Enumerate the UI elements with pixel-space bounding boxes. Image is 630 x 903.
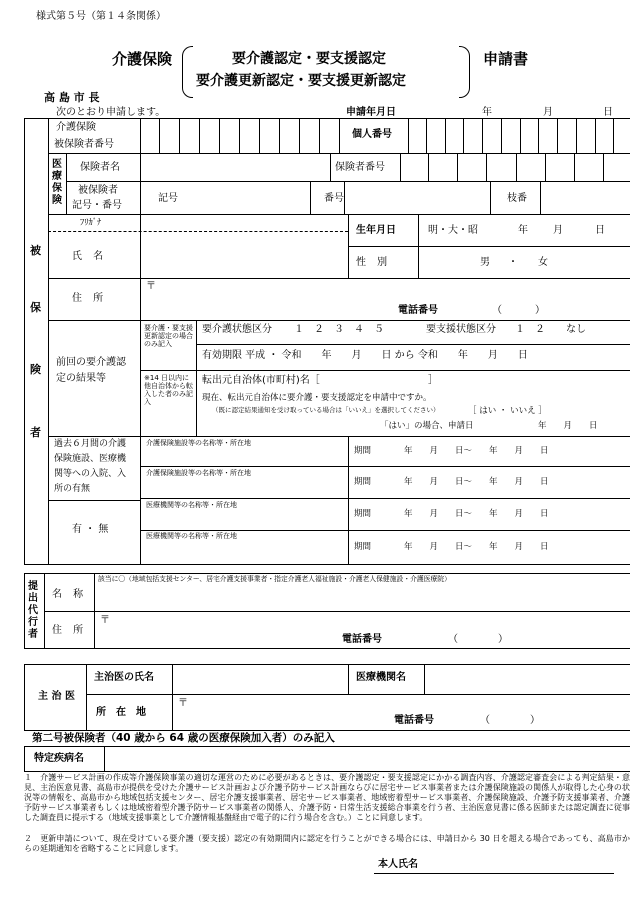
medical-facility-label-1: 医療機関等の名称等・所在地 [146, 501, 237, 509]
row-line [66, 181, 630, 182]
edaban-label: 枝番 [507, 193, 527, 204]
agent-label-char: 者 [28, 629, 38, 640]
cell-line [140, 320, 141, 436]
card-label-1: 被保険者 [78, 185, 118, 196]
period-text: 年 月 日～ 年 月 日 [404, 446, 549, 456]
birth-month: 月 [553, 225, 563, 236]
title-right: 申請書 [483, 50, 529, 68]
row-line [140, 530, 630, 531]
insured-label-char-1: 被 [30, 244, 41, 257]
insurer-name-label: 保険者名 [80, 162, 120, 173]
consent-paragraph-2: ２ 更新申請について、現在受けている要介護（要支援）認定の有効期間内に認定を行うことができる場合には、申請日から 30 日を超える場合であっても、高島市からの延期通知を省略することに同意します。 [24, 834, 630, 853]
doctor-location-label: 所 在 地 [96, 707, 146, 718]
agent-phone-paren: （ ） [448, 634, 508, 645]
insurer-number-boxes[interactable] [400, 153, 630, 181]
second-insured-heading: 第二号被保険者（40 歳から 64 歳の医療保険加入者）のみ記入 [32, 732, 335, 744]
row-line [196, 344, 630, 345]
insured-no-label-1: 介護保険 [56, 122, 96, 133]
title-line-2: 要介護更新認定・要支援更新認定 [196, 73, 406, 89]
medical-label-char: 保 [52, 183, 62, 194]
support-level-label: 要支援状態区分 [426, 324, 496, 335]
period-text: 年 月 日～ 年 月 日 [404, 509, 549, 519]
facility-yes-no[interactable]: 有 ・ 無 [72, 524, 109, 535]
period-text: 年 月 日～ 年 月 日 [404, 542, 549, 552]
medical-label-char: 医 [52, 159, 62, 170]
institution-field[interactable] [425, 665, 630, 693]
era-options[interactable]: 明・大・昭 [428, 225, 478, 236]
addressee: 高 島 市 長 [44, 91, 100, 104]
pending-date: 年 月 日 [538, 421, 598, 431]
cell-line [86, 664, 87, 731]
row-line [348, 246, 630, 247]
pending-question: 現在、転出元自治体に要介護・要支援認定を申請中ですか。 [202, 393, 432, 403]
transfer-note: ※14 日以内に他自治体から転入した者のみ記入 [144, 374, 193, 406]
agent-label-char: 代 [28, 605, 38, 616]
application-date-label: 申請年月日 [346, 107, 396, 118]
facility-label-2: 保険施設、医療機 [54, 454, 127, 464]
form-number: 様式第５号（第１４条関係） [36, 11, 166, 22]
bracket-close: ］ [428, 375, 438, 386]
sex-dot: ・ [508, 257, 518, 268]
consent-paragraph-1: １ 介護サービス計画の作成等介護保険事業の適切な運営のために必要があるときは、要介護認定・要支援認定にかかる調査内容、介護認定審査会による判定結果・意見、主治医意見書、高島市が提供を受けた介護サービス計画および介護予防サービス計画ならびに居宅サービス事業者または介護保険施設の関係人が取得した心身の状況等の情報を、高島市から地域包括支援センター、居宅介護支援事業者、居宅サービス事業者、地域密着型サービス事業者、介護保険施設、介護予防支援事業者、介護予防サービス事業者もしくは地域密着型介護予防サービス事業者の関係人、介護予防・日常生活支援総合事業を行う者、主治医意見書に係る医師または認定調査に従事した調査員に提示する（地域支援事業として介護情報基盤経由で電子的に行う場合を含む。）ことに同意します。 [24, 773, 630, 822]
cell-line [196, 320, 197, 436]
pending-if-yes: 「はい」の場合、申請日 [380, 421, 474, 431]
personal-number-boxes[interactable] [408, 118, 630, 153]
agent-label-char: 提 [28, 581, 38, 592]
row-line [48, 320, 630, 321]
signature-field[interactable] [430, 856, 614, 872]
birth-day: 日 [595, 225, 605, 236]
signature-line [374, 873, 614, 874]
medical-facility-label-2: 医療機関等の名称等・所在地 [146, 532, 237, 540]
previous-label-1: 前回の要介護認 [56, 357, 126, 368]
row-line [44, 611, 630, 612]
title-bracket-left [182, 46, 193, 98]
pending-yes-no[interactable]: ［ はい ・ いいえ ］ [468, 406, 547, 416]
sex-male[interactable]: 男 [480, 257, 490, 268]
row-line [48, 500, 140, 501]
row-line [140, 370, 630, 371]
disease-label: 特定疾病名 [34, 753, 84, 764]
address-label: 住 所 [72, 293, 108, 304]
insured-no-label-2: 被保険者番号 [54, 139, 114, 150]
cell-line [540, 181, 541, 214]
personal-no-label: 個人番号 [352, 129, 392, 140]
intro-text: 次のとおり申請します。 [56, 107, 166, 118]
insurer-no-label: 保険者番号 [335, 162, 385, 173]
agent-phone-label: 電話番号 [342, 634, 382, 645]
cell-line [490, 181, 491, 214]
period-text: 年 月 日～ 年 月 日 [404, 477, 549, 487]
cell-line [348, 664, 349, 694]
title-line-1: 要介護認定・要支援認定 [232, 51, 386, 67]
insured-label-char-4: 者 [30, 426, 41, 439]
bango-label: 番号 [324, 193, 344, 204]
address-field[interactable] [160, 280, 630, 318]
postal-mark: 〒 [146, 281, 156, 292]
row-line [48, 278, 630, 279]
doctor-name-field[interactable] [173, 665, 347, 693]
date-day: 日 [603, 107, 613, 118]
row-line [140, 498, 630, 499]
cell-line [66, 153, 67, 214]
date-year: 年 [482, 107, 492, 118]
section-col-line [48, 118, 49, 565]
furigana-field[interactable] [141, 215, 347, 231]
agent-label-char: 行 [28, 617, 38, 628]
level-none-option[interactable]: なし [566, 324, 586, 335]
birth-label: 生年月日 [356, 225, 396, 236]
period-label: 期間 [354, 542, 372, 552]
institution-label: 医療機関名 [356, 672, 406, 683]
birth-year: 年 [518, 225, 528, 236]
care-level-label: 要介護状態区分 [202, 324, 272, 335]
date-month: 月 [543, 107, 553, 118]
title-bracket-right [459, 46, 470, 98]
facility-label-1: 過去６月間の介護 [54, 439, 127, 449]
period-label: 期間 [354, 477, 372, 487]
facility-label-3: 関等への入院、入 [54, 469, 127, 479]
medical-label-char: 険 [52, 195, 62, 206]
transfer-origin-label: 転出元自治体(市町村)名［ [202, 375, 320, 386]
agent-name-label: 名 称 [52, 589, 88, 600]
doctor-postal-mark: 〒 [178, 698, 188, 709]
care-facility-label-2: 介護保険施設等の名称等・所在地 [146, 469, 251, 477]
cell-line [140, 436, 141, 565]
agent-label-char: 出 [28, 593, 38, 604]
name-field[interactable] [141, 232, 347, 277]
doctor-section-label: 主 治 医 [38, 691, 75, 702]
signature-label: 本人氏名 [378, 859, 418, 870]
support-level-options[interactable]: １ ２ [515, 324, 545, 335]
phone-paren-open: （ [492, 305, 502, 316]
sex-female[interactable]: 女 [538, 257, 548, 268]
row-line [140, 466, 630, 467]
transfer-origin-field[interactable] [332, 374, 424, 388]
furigana-label: ﾌﾘｶﾞﾅ [80, 218, 102, 228]
disease-field[interactable] [105, 747, 630, 771]
agent-name-field[interactable] [96, 586, 630, 610]
cell-line [140, 278, 141, 320]
care-level-options[interactable]: １ ２ ３ ４ ５ [294, 324, 384, 335]
doctor-phone-label: 電話番号 [394, 715, 434, 726]
doctor-phone-paren: （ ） [480, 715, 540, 726]
cell-line [348, 436, 349, 565]
period-label: 期間 [354, 509, 372, 519]
medical-label-char: 療 [52, 171, 62, 182]
name-label: 氏 名 [72, 251, 108, 262]
doctor-name-label: 主治医の氏名 [94, 672, 154, 683]
row-line [86, 694, 630, 695]
title-left: 介護保険 [112, 50, 173, 68]
agent-address-label: 住 所 [52, 625, 88, 636]
cell-line [344, 181, 345, 214]
agent-note: 該当に〇（地域包括支援センター、居宅介護支援事業者・指定介護老人福祉施設・介護老人保健施設・介護医療院） [98, 575, 451, 583]
insurer-name-field[interactable] [141, 154, 330, 180]
card-label-2: 記号・番号 [72, 200, 122, 211]
validity-period: 有効期限 平成 ・ 令和 年 月 日 から 令和 年 月 日 [202, 350, 528, 361]
sex-label: 性 別 [356, 257, 392, 268]
phone-label: 電話番号 [398, 305, 438, 316]
renewal-note: 要介護・要支援更新認定の場合のみ記入 [144, 324, 193, 348]
previous-label-2: 定の結果等 [56, 373, 106, 384]
kigo-label: 記号 [158, 193, 178, 204]
period-label: 期間 [354, 446, 372, 456]
insured-label-char-2: 保 [30, 301, 41, 314]
facility-label-4: 所の有無 [54, 484, 91, 494]
phone-paren-close: ） [535, 305, 545, 316]
care-facility-label-1: 介護保険施設等の名称等・所在地 [146, 439, 251, 447]
insured-number-boxes[interactable] [140, 118, 340, 153]
insured-label-char-3: 険 [30, 363, 41, 376]
row-line [48, 436, 630, 437]
pending-question-note: （既に認定結果通知を受け取っている場合は「いいえ」を選択してください） [212, 406, 440, 414]
cell-line [310, 181, 311, 214]
agent-postal-mark: 〒 [100, 615, 110, 626]
cell-line [330, 153, 331, 181]
